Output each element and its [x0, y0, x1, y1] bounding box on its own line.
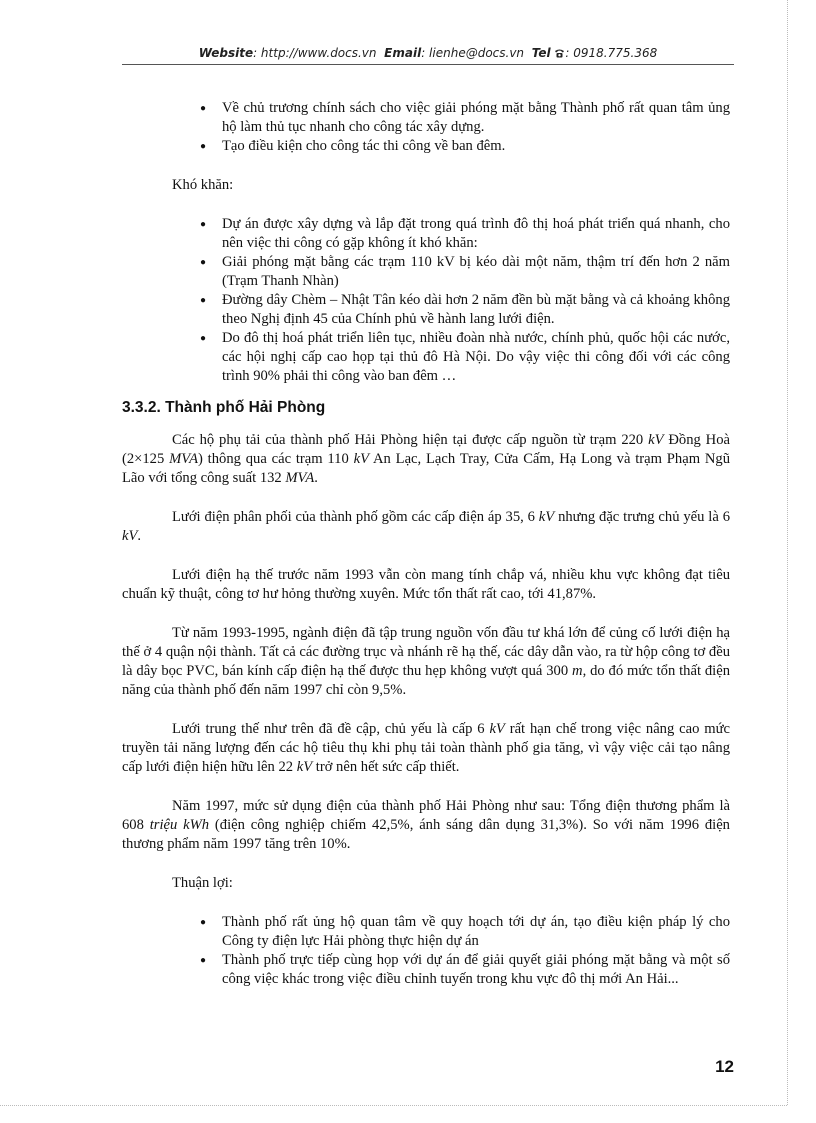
document-body [122, 99, 730, 989]
list-item: ● Thành phố trực tiếp cùng họp với dự án để giải quyết giải phóng mặt bằng và một số công việc khác trong việc điều chỉnh tuyến trong khu vực đô thị mới An Hải... [122, 951, 730, 989]
list-item: ● Giải phóng mặt bằng các trạm 110 kV bị kéo dài một năm, thậm trí đến hơn 2 năm (Trạm Thanh Nhàn) [122, 253, 730, 291]
paragraph: Lưới điện phân phối của thành phố gồm các cấp điện áp 35, 6 kV nhưng đặc trưng chủ yếu là 6 kV. [122, 509, 731, 544]
page-number: 12 [715, 1057, 734, 1076]
paragraph: Năm 1997, mức sử dụng điện của thành phố Hải Phòng như sau: Tổng điện thương phẩm là 608 triệu kWh (điện công nghiệp chiếm 42,5%, ánh sáng dân dụng 31,3%). So với năm 1996 điện thương phẩm năm 1997 tăng trên 10%. [122, 798, 730, 852]
list-item: ● Đường dây Chèm – Nhật Tân kéo dài hơn 2 năm đền bù mặt bằng và cả khoảng không theo Nghị định 45 của Chính phủ về hành lang lưới điện. [122, 291, 730, 329]
list-item: ● Thành phố rất ủng hộ quan tâm về quy hoạch tới dự án, tạo điều kiện pháp lý cho Công ty điện lực Hải phòng thực hiện dự án [122, 913, 730, 951]
difficulties-label: Khó khăn: [172, 177, 234, 193]
website-value: : http://www.docs.vn [253, 46, 377, 60]
email-label: Email [384, 46, 422, 60]
section-heading [122, 398, 730, 417]
list-item: ● Tạo điều kiện cho công tác thi công về ban đêm. [122, 137, 730, 156]
paragraph: Lưới trung thế như trên đã đề cập, chủ yếu là cấp 6 kV rất hạn chế trong việc nâng cao mức truyền tải năng lượng đến các hộ tiêu thụ khi phụ tải toàn thành phố gia tăng, vì vậy việc cải tạo nâng cấp lưới điện hiện hữu lên 22 kV trở nên hết sức cấp thiết. [122, 721, 731, 775]
tel-value: : 0918.775.368 [565, 46, 658, 60]
favorable-label: Thuận lợi: [172, 875, 233, 891]
tel-label: Tel [531, 46, 551, 60]
list-item: ● Dự án được xây dựng và lắp đặt trong quá trình đô thị hoá phát triển quá nhanh, cho nên việc thi công có gặp không ít khó khăn: [122, 215, 730, 253]
paragraph: Các hộ phụ tải của thành phố Hải Phòng hiện tại được cấp nguồn từ trạm 220 kV Đồng Hoà (2×125 MVA) thông qua các trạm 110 kV An Lạc, Lạch Tray, Cửa Cấm, Hạ Long và trạm Phạm Ngũ Lão với tổng công suất 132 MVA. [122, 432, 731, 486]
section-title: Thành phố Hải Phòng [165, 399, 326, 416]
email-value: : lienhe@docs.vn [421, 46, 525, 60]
phone-icon [554, 48, 565, 58]
website-label: Website [198, 46, 254, 60]
paragraph: Lưới điện hạ thế trước năm 1993 vẫn còn mang tính chắp vá, nhiều khu vực không đạt tiêu chuẩn kỹ thuật, công tơ hư hỏng thường xuyên. Mức tổn thất rất cao, tới 41,87%. [122, 567, 730, 602]
bottom-margin-line [0, 1105, 787, 1106]
right-margin-line [787, 0, 788, 1105]
paragraph: Từ năm 1993-1995, ngành điện đã tập trung nguồn vốn đầu tư khá lớn để củng cố lưới điện hạ thế ở 4 quận nội thành. Tất cả các đường trục và nhánh rẽ hạ thế, các dây dẫn vào, ra từ hộp công tơ đều là dây bọc PVC, bán kính cấp điện hạ thế được thu hẹp không vượt quá 300 m, do đó mức tổn thất điện năng của thành phố đến năm 1997 chỉ còn 9,5%. [122, 625, 731, 698]
advantages-list [122, 99, 730, 156]
section-number: 3.3.2. [122, 399, 161, 416]
difficulties-list [122, 215, 730, 386]
favorable-list [122, 913, 730, 989]
page-header [122, 46, 734, 60]
header-divider [122, 64, 734, 65]
list-item: ● Do đô thị hoá phát triển liên tục, nhiều đoàn nhà nước, chính phủ, quốc hội các nước, các hội nghị cấp cao họp tại thủ đô Hà Nội. Do vậy việc thi công đối với các công trình 90% phải thi công vào ban đêm … [122, 329, 730, 386]
list-item: ● Về chủ trương chính sách cho việc giải phóng mặt bằng Thành phố rất quan tâm ủng hộ làm thủ tục nhanh cho công tác xây dựng. [122, 99, 730, 137]
